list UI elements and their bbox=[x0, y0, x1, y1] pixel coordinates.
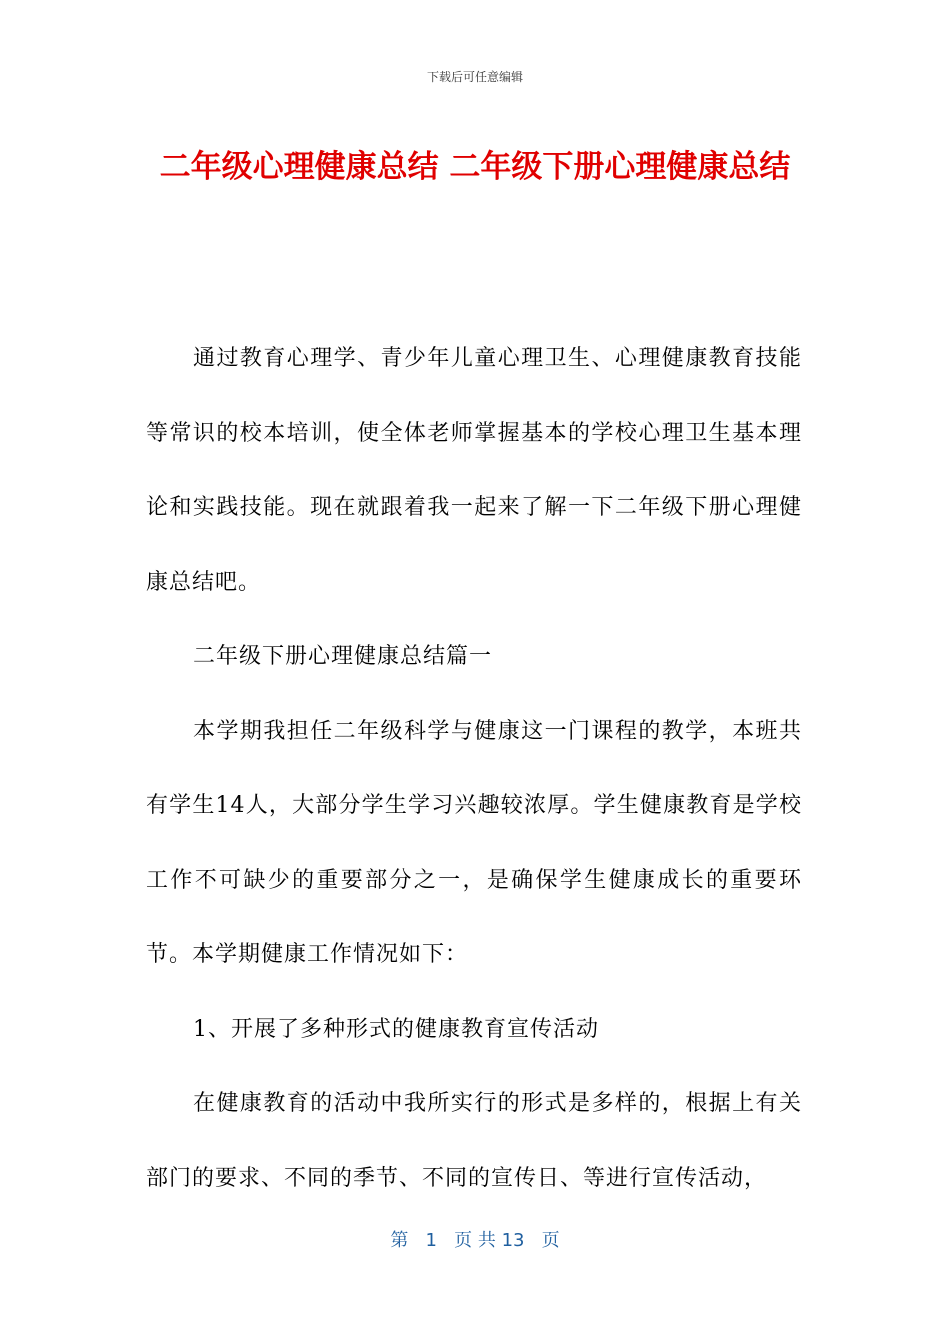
paragraph-semester: 本学期我担任二年级科学与健康这一门课程的教学，本班共有学生14人，大部分学生学习兴趣较浓厚。学生健康教育是学校工作不可缺少的重要部分之一，是确保学生健康成长的重要环节。本学期健康工作情况如下： bbox=[146, 718, 802, 967]
list-item-heading: 1、开展了多种形式的健康教育宣传活动 bbox=[193, 1016, 599, 1042]
paragraph-intro: 通过教育心理学、青少年儿童心理卫生、心理健康教育技能等常识的校本培训，使全体老师掌握基本的学校心理卫生基本理论和实践技能。现在就跟着我一起来了解一下二年级下册心理健康总结吧。 bbox=[146, 346, 802, 595]
paragraph-activities: 在健康教育的活动中我所实行的形式是多样的，根据上有关部门的要求、不同的季节、不同的宣传日、等进行宣传活动， bbox=[146, 1091, 802, 1191]
footer-page-suffix: 页 bbox=[541, 1230, 560, 1251]
document-body bbox=[146, 322, 802, 1216]
footer-page-number: 1 bbox=[425, 1230, 437, 1251]
header-note: 下载后可任意编辑 bbox=[426, 70, 523, 84]
footer-page-total: 13 bbox=[501, 1230, 525, 1251]
page-footer bbox=[0, 1226, 950, 1252]
footer-page-middle: 页 共 bbox=[454, 1230, 496, 1251]
footer-page-prefix: 第 bbox=[390, 1230, 409, 1251]
document-title: 二年级心理健康总结 二年级下册心理健康总结 bbox=[159, 149, 791, 185]
section-heading: 二年级下册心理健康总结篇一 bbox=[193, 644, 493, 669]
